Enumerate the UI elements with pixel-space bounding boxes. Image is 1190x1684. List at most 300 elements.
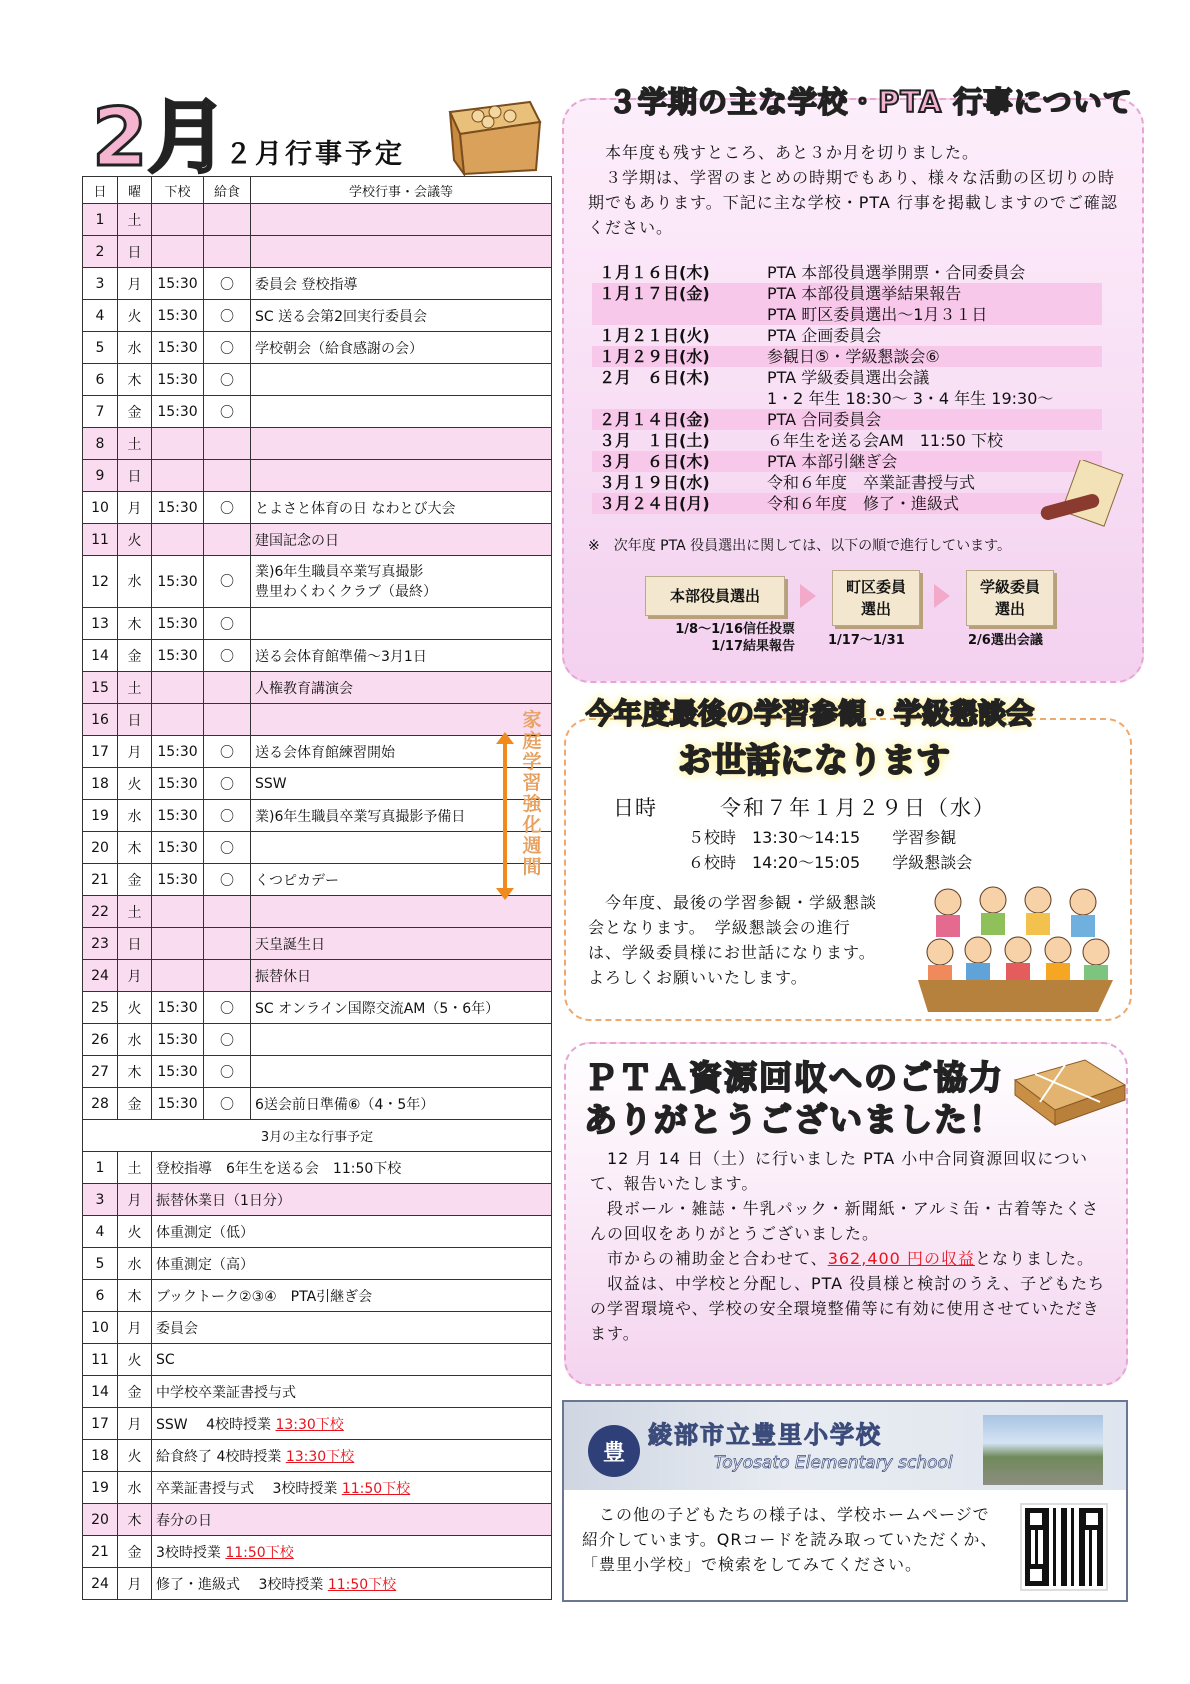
event-cell: 3校時授業 11:50下校	[152, 1536, 552, 1568]
study-week-label: 家庭学習強化週間	[522, 709, 542, 878]
weekday-cell: 金	[118, 396, 152, 428]
lunch-cell: 〇	[204, 736, 251, 768]
day-cell: 4	[83, 300, 118, 332]
event-text: PTA 企画委員会	[767, 326, 882, 345]
weekday-cell: 月	[118, 960, 152, 992]
march-row	[83, 1248, 552, 1280]
event-cell	[251, 1024, 552, 1056]
day-cell: 25	[83, 992, 118, 1024]
open-class-subtitle: お世話になります	[678, 741, 950, 781]
profit-amount: 362,400 円の収益	[827, 1249, 975, 1268]
masu-beans-illustration	[440, 82, 545, 177]
event-text: 令和６年度 修了・進級式	[767, 494, 960, 513]
lunch-cell: 〇	[204, 832, 251, 864]
lunch-cell: 〇	[204, 768, 251, 800]
feb-row	[83, 640, 552, 672]
dismissal-cell	[152, 428, 204, 460]
weekday-cell: 火	[118, 992, 152, 1024]
feb-row	[83, 864, 552, 896]
weekday-cell: 水	[118, 1472, 152, 1504]
term3-intro-p2: ３学期は、学習のまとめの時期でもあり、様々な活動の区切りの時期でもあります。下記に主な学校・PTA 行事を掲載しますのでご確認ください。	[588, 168, 1118, 237]
lunch-cell: 〇	[204, 1056, 251, 1088]
march-row	[83, 1408, 552, 1440]
dismissal-cell: 15:30	[152, 1056, 204, 1088]
lunch-cell: 〇	[204, 492, 251, 524]
event-cell	[251, 204, 552, 236]
feb-row	[83, 524, 552, 556]
march-row	[83, 1280, 552, 1312]
weekday-cell: 月	[118, 492, 152, 524]
dismissal-cell: 15:30	[152, 640, 204, 672]
event-cell: SSW	[251, 768, 552, 800]
day-cell: 11	[83, 524, 118, 556]
day-cell: 5	[83, 1248, 118, 1280]
lunch-cell: 〇	[204, 332, 251, 364]
weekday-cell: 水	[118, 800, 152, 832]
dismissal-time: 11:50下校	[327, 1576, 397, 1593]
feb-row	[83, 396, 552, 428]
flow-caption-class: 2/6選出会議	[968, 633, 1043, 648]
recycling-subtitle: ありがとうございました！	[584, 1100, 1004, 1139]
event-cell	[251, 896, 552, 928]
date-value: 令和７年１月２９日（水）	[720, 796, 996, 820]
march-section-title: 3月の主な行事予定	[83, 1120, 552, 1152]
feb-row	[83, 364, 552, 396]
period5-time: ５校時 13:30～14:15 学習参観	[688, 828, 957, 847]
flow-caption-headquarters: 1/8～1/16信任投票 1/17結果報告	[675, 622, 795, 654]
feb-row	[83, 556, 552, 608]
dismissal-cell	[152, 928, 204, 960]
event-cell	[251, 460, 552, 492]
day-cell: 22	[83, 896, 118, 928]
feb-row	[83, 204, 552, 236]
march-row	[83, 1344, 552, 1376]
dismissal-cell	[152, 672, 204, 704]
school-photo	[983, 1415, 1103, 1485]
feb-row	[83, 460, 552, 492]
feb-row	[83, 896, 552, 928]
col-header-day: 日	[83, 177, 118, 204]
march-row	[83, 1312, 552, 1344]
day-cell: 16	[83, 704, 118, 736]
study-week-arrow	[503, 742, 507, 890]
day-cell: 15	[83, 672, 118, 704]
dismissal-cell: 15:30	[152, 492, 204, 524]
lunch-cell	[204, 428, 251, 460]
day-cell: 6	[83, 1280, 118, 1312]
march-row	[83, 1536, 552, 1568]
dismissal-cell	[152, 236, 204, 268]
lunch-cell	[204, 524, 251, 556]
weekday-cell: 水	[118, 332, 152, 364]
event-text: PTA 本部役員選挙結果報告 PTA 町区委員選出～1月３１日	[767, 284, 988, 324]
dismissal-cell: 15:30	[152, 800, 204, 832]
dismissal-cell: 15:30	[152, 1088, 204, 1120]
dismissal-time: 13:30下校	[275, 1416, 344, 1433]
weekday-cell: 土	[118, 672, 152, 704]
day-cell: 20	[83, 832, 118, 864]
dismissal-cell	[152, 204, 204, 236]
weekday-cell: 月	[118, 1184, 152, 1216]
day-cell: 2	[83, 236, 118, 268]
dismissal-cell	[152, 960, 204, 992]
col-header-lunch: 給食	[204, 177, 251, 204]
day-cell: 27	[83, 1056, 118, 1088]
event-cell: 体重測定（高）	[152, 1248, 552, 1280]
day-cell: 24	[83, 1568, 118, 1600]
event-date: ２月１４日(金)	[599, 410, 710, 429]
event-cell	[251, 236, 552, 268]
lunch-cell	[204, 460, 251, 492]
weekday-cell: 火	[118, 768, 152, 800]
day-cell: 1	[83, 1152, 118, 1184]
march-row	[83, 1440, 552, 1472]
dismissal-cell	[152, 524, 204, 556]
day-cell: 13	[83, 608, 118, 640]
feb-row	[83, 672, 552, 704]
march-row	[83, 1472, 552, 1504]
dismissal-time: 13:30下校	[285, 1448, 355, 1465]
event-cell: 人権教育講演会	[251, 672, 552, 704]
weekday-cell: 木	[118, 1280, 152, 1312]
day-cell: 11	[83, 1344, 118, 1376]
month-heading: 2月	[92, 91, 228, 184]
weekday-cell: 金	[118, 1088, 152, 1120]
event-text: 令和６年度 卒業証書授与式	[767, 473, 976, 492]
day-cell: 1	[83, 204, 118, 236]
event-date: ３月１９日(水)	[599, 473, 710, 492]
weekday-cell: 土	[118, 428, 152, 460]
day-cell: 8	[83, 428, 118, 460]
lunch-cell: 〇	[204, 640, 251, 672]
event-cell: 委員会	[152, 1312, 552, 1344]
event-cell: 学校朝会（給食感謝の会）	[251, 332, 552, 364]
term3-events-title: ３学期の主な学校・PTA 行事について	[608, 85, 1133, 119]
day-cell: 14	[83, 1376, 118, 1408]
day-cell: 3	[83, 268, 118, 300]
event-date: １月２１日(火)	[599, 326, 710, 345]
day-cell: 10	[83, 492, 118, 524]
weekday-cell: 木	[118, 608, 152, 640]
term3-event-row	[592, 262, 1102, 283]
day-cell: 4	[83, 1216, 118, 1248]
event-cell: 天皇誕生日	[251, 928, 552, 960]
day-cell: 12	[83, 556, 118, 608]
day-cell: 21	[83, 1536, 118, 1568]
qr-code[interactable]	[1022, 1505, 1106, 1589]
event-text: ６年生を送る会AM 11:50 下校	[767, 431, 1003, 450]
weekday-cell: 日	[118, 704, 152, 736]
dismissal-cell: 15:30	[152, 268, 204, 300]
event-cell: ブックトーク②③④ PTA引継ぎ会	[152, 1280, 552, 1312]
term3-intro	[588, 140, 1118, 240]
flow-step-class: 学級委員 選出	[966, 570, 1054, 626]
day-cell: 14	[83, 640, 118, 672]
feb-row	[83, 608, 552, 640]
col-header-dismissal: 下校	[152, 177, 204, 204]
date-label: 日時	[613, 796, 657, 820]
event-cell: SC 送る会第2回実行委員会	[251, 300, 552, 332]
weekday-cell: 金	[118, 1536, 152, 1568]
term3-event-row	[592, 367, 1102, 409]
term3-event-row	[592, 493, 1102, 514]
march-row	[83, 1184, 552, 1216]
dismissal-cell	[152, 704, 204, 736]
col-header-events: 学校行事・会議等	[251, 177, 552, 204]
event-cell: 業)6年生職員卒業写真撮影予備日	[251, 800, 552, 832]
event-cell	[251, 704, 552, 736]
march-row	[83, 1152, 552, 1184]
schedule-table	[82, 176, 552, 1600]
event-cell: SC	[152, 1344, 552, 1376]
feb-row	[83, 704, 552, 736]
event-cell: 春分の日	[152, 1504, 552, 1536]
event-cell	[251, 428, 552, 460]
weekday-cell: 火	[118, 1216, 152, 1248]
event-date: １月１６日(木)	[599, 263, 710, 282]
dismissal-cell	[152, 460, 204, 492]
open-class-times	[688, 825, 972, 875]
day-cell: 20	[83, 1504, 118, 1536]
dismissal-cell: 15:30	[152, 396, 204, 428]
event-cell: 送る会体育館練習開始	[251, 736, 552, 768]
weekday-cell: 水	[118, 1024, 152, 1056]
event-date: ３月 １日(土)	[599, 431, 710, 450]
feb-row	[83, 832, 552, 864]
day-cell: 26	[83, 1024, 118, 1056]
dismissal-cell: 15:30	[152, 768, 204, 800]
lunch-cell	[204, 928, 251, 960]
feb-row	[83, 236, 552, 268]
day-cell: 23	[83, 928, 118, 960]
event-cell: 中学校卒業証書授与式	[152, 1376, 552, 1408]
event-cell: 委員会 登校指導	[251, 268, 552, 300]
flow-step-headquarters: 本部役員選出	[645, 576, 785, 616]
event-text: PTA 本部引継ぎ会	[767, 452, 898, 471]
recycling-p1: 12 月 14 日（土）に行いました PTA 小中合同資源回収について、報告いたします。	[590, 1149, 1088, 1193]
march-row	[83, 1568, 552, 1600]
lunch-cell	[204, 896, 251, 928]
dismissal-cell: 15:30	[152, 992, 204, 1024]
event-text: 参観日⑤・学級懇談会⑥	[767, 347, 940, 366]
term3-intro-p1: 本年度も残すところ、あと３か月を切りました。	[588, 143, 980, 162]
dismissal-time: 11:50下校	[225, 1544, 294, 1561]
recycling-p2: 段ボール・雑誌・牛乳パック・新聞紙・アルミ缶・古着等たくさんの回収をありがとうございました。	[590, 1199, 1100, 1243]
dismissal-time: 11:50下校	[341, 1480, 411, 1497]
weekday-cell: 金	[118, 1376, 152, 1408]
day-cell: 7	[83, 396, 118, 428]
day-cell: 19	[83, 800, 118, 832]
weekday-cell: 月	[118, 736, 152, 768]
dismissal-cell: 15:30	[152, 332, 204, 364]
weekday-cell: 火	[118, 300, 152, 332]
school-homepage-text: この他の子どもたちの様子は、学校ホームページで紹介しています。QRコードを読み取っていただくか、「豊里小学校」で検索をしてみてください。	[582, 1505, 998, 1574]
feb-row	[83, 768, 552, 800]
event-text: PTA 合同委員会	[767, 410, 882, 429]
event-cell	[251, 396, 552, 428]
lunch-cell	[204, 236, 251, 268]
weekday-cell: 月	[118, 1408, 152, 1440]
lunch-cell: 〇	[204, 268, 251, 300]
weekday-cell: 水	[118, 556, 152, 608]
children-raising-hands-illustration	[918, 880, 1113, 1015]
event-text: PTA 本部役員選挙開票・合同委員会	[767, 263, 1026, 282]
day-cell: 17	[83, 736, 118, 768]
term3-event-row	[592, 283, 1102, 325]
dismissal-cell: 15:30	[152, 300, 204, 332]
dismissal-cell: 15:30	[152, 608, 204, 640]
event-cell	[251, 608, 552, 640]
event-cell: 送る会体育館準備～3月1日	[251, 640, 552, 672]
feb-row	[83, 800, 552, 832]
event-cell: とよさと体育の日 なわとび大会	[251, 492, 552, 524]
recycling-p4: 収益は、中学校と分配し、PTA 役員様と検討のうえ、子どもたちの学習環境や、学校の安全環境整備等に有効に使用させていただきます。	[590, 1274, 1106, 1343]
officer-election-note: ※ 次年度 PTA 役員選出に関しては、以下の順で進行しています。	[588, 538, 1011, 554]
col-header-weekday: 曜	[118, 177, 152, 204]
feb-row	[83, 928, 552, 960]
flow-arrow-1	[800, 584, 816, 608]
event-cell: 体重測定（低）	[152, 1216, 552, 1248]
weekday-cell: 火	[118, 524, 152, 556]
event-date: １月２９日(水)	[599, 347, 710, 366]
event-date: ３月 ６日(木)	[599, 452, 710, 471]
feb-row	[83, 960, 552, 992]
event-cell: 建国記念の日	[251, 524, 552, 556]
dismissal-cell: 15:30	[152, 832, 204, 864]
weekday-cell: 月	[118, 1312, 152, 1344]
dismissal-cell: 15:30	[152, 864, 204, 896]
lunch-cell	[204, 204, 251, 236]
weekday-cell: 日	[118, 928, 152, 960]
open-class-title: 今年度最後の学習参観・学級懇談会	[586, 697, 1035, 730]
lunch-cell: 〇	[204, 608, 251, 640]
weekday-cell: 木	[118, 1056, 152, 1088]
dismissal-cell: 15:30	[152, 556, 204, 608]
event-cell	[251, 364, 552, 396]
lunch-cell: 〇	[204, 800, 251, 832]
event-cell: 登校指導 6年生を送る会 11:50下校	[152, 1152, 552, 1184]
lunch-cell: 〇	[204, 992, 251, 1024]
cardboard-bundle-illustration	[1005, 1040, 1130, 1130]
day-cell: 3	[83, 1184, 118, 1216]
term3-event-row	[592, 409, 1102, 430]
march-row	[83, 1376, 552, 1408]
event-cell: 卒業証書授与式 3校時授業 11:50下校	[152, 1472, 552, 1504]
lunch-cell: 〇	[204, 1088, 251, 1120]
feb-row	[83, 1088, 552, 1120]
term3-event-row	[592, 472, 1102, 493]
lunch-cell	[204, 672, 251, 704]
weekday-cell: 日	[118, 460, 152, 492]
open-class-text: 今年度、最後の学習参観・学級懇談会となります。 学級懇談会の進行は、学級委員様にお世話になります。よろしくお願いいたします。	[588, 893, 878, 987]
feb-row	[83, 428, 552, 460]
flow-arrow-2	[934, 584, 950, 608]
event-cell: 給食終了 4校時授業 13:30下校	[152, 1440, 552, 1472]
lunch-cell: 〇	[204, 864, 251, 896]
lunch-cell	[204, 704, 251, 736]
dismissal-cell	[152, 896, 204, 928]
term3-event-row	[592, 346, 1102, 367]
term3-event-row	[592, 451, 1102, 472]
weekday-cell: 土	[118, 204, 152, 236]
school-name: 綾部市立豊里小学校	[648, 1421, 882, 1449]
event-date: ３月２４日(月)	[599, 494, 710, 513]
flow-caption-district: 1/17～1/31	[828, 633, 905, 648]
event-cell: SC オンライン国際交流AM（5・6年）	[251, 992, 552, 1024]
weekday-cell: 土	[118, 1152, 152, 1184]
event-cell	[251, 1056, 552, 1088]
feb-row	[83, 268, 552, 300]
event-date: １月１７日(金)	[599, 284, 710, 303]
day-cell: 6	[83, 364, 118, 396]
day-cell: 17	[83, 1408, 118, 1440]
feb-row	[83, 1024, 552, 1056]
weekday-cell: 月	[118, 1568, 152, 1600]
feb-row	[83, 332, 552, 364]
event-text: PTA 学級委員選出会議 1・2 年生 18:30～ 3・4 年生 19:30～	[767, 368, 1054, 408]
feb-row	[83, 736, 552, 768]
day-cell: 19	[83, 1472, 118, 1504]
weekday-cell: 土	[118, 896, 152, 928]
weekday-cell: 木	[118, 832, 152, 864]
feb-row	[83, 992, 552, 1024]
day-cell: 10	[83, 1312, 118, 1344]
march-row	[83, 1504, 552, 1536]
day-cell: 18	[83, 768, 118, 800]
event-cell: 振替休日	[251, 960, 552, 992]
weekday-cell: 日	[118, 236, 152, 268]
day-cell: 21	[83, 864, 118, 896]
event-date: ２月 ６日(木)	[599, 368, 710, 387]
weekday-cell: 火	[118, 1440, 152, 1472]
term3-event-row	[592, 430, 1102, 451]
day-cell: 18	[83, 1440, 118, 1472]
event-cell: 修了・進級式 3校時授業 11:50下校	[152, 1568, 552, 1600]
weekday-cell: 木	[118, 1504, 152, 1536]
feb-row	[83, 1056, 552, 1088]
weekday-cell: 金	[118, 864, 152, 896]
dismissal-cell: 15:30	[152, 364, 204, 396]
day-cell: 24	[83, 960, 118, 992]
school-emblem: 豊	[588, 1425, 640, 1477]
lunch-cell: 〇	[204, 396, 251, 428]
weekday-cell: 火	[118, 1344, 152, 1376]
dismissal-cell: 15:30	[152, 1024, 204, 1056]
lunch-cell: 〇	[204, 1024, 251, 1056]
lunch-cell: 〇	[204, 364, 251, 396]
term3-event-row	[592, 325, 1102, 346]
lunch-cell: 〇	[204, 556, 251, 608]
weekday-cell: 水	[118, 1248, 152, 1280]
day-cell: 5	[83, 332, 118, 364]
term3-event-list	[592, 262, 1102, 514]
recycling-p3: 市からの補助金と合わせて、362,400 円の収益となりました。	[590, 1249, 1094, 1268]
event-cell: くつピカデー	[251, 864, 552, 896]
recycling-title: ＰＴＡ資源回収へのご協力	[584, 1058, 1004, 1097]
day-cell: 28	[83, 1088, 118, 1120]
diploma-illustration	[1040, 460, 1130, 530]
event-cell: 業)6年生職員卒業写真撮影 豊里わくわくクラブ（最終）	[251, 556, 552, 608]
march-row	[83, 1216, 552, 1248]
weekday-cell: 金	[118, 640, 152, 672]
event-cell: SSW 4校時授業 13:30下校	[152, 1408, 552, 1440]
lunch-cell	[204, 960, 251, 992]
page-title: ２月行事予定	[225, 139, 405, 170]
lunch-cell: 〇	[204, 300, 251, 332]
feb-row	[83, 300, 552, 332]
weekday-cell: 木	[118, 364, 152, 396]
dismissal-cell: 15:30	[152, 736, 204, 768]
